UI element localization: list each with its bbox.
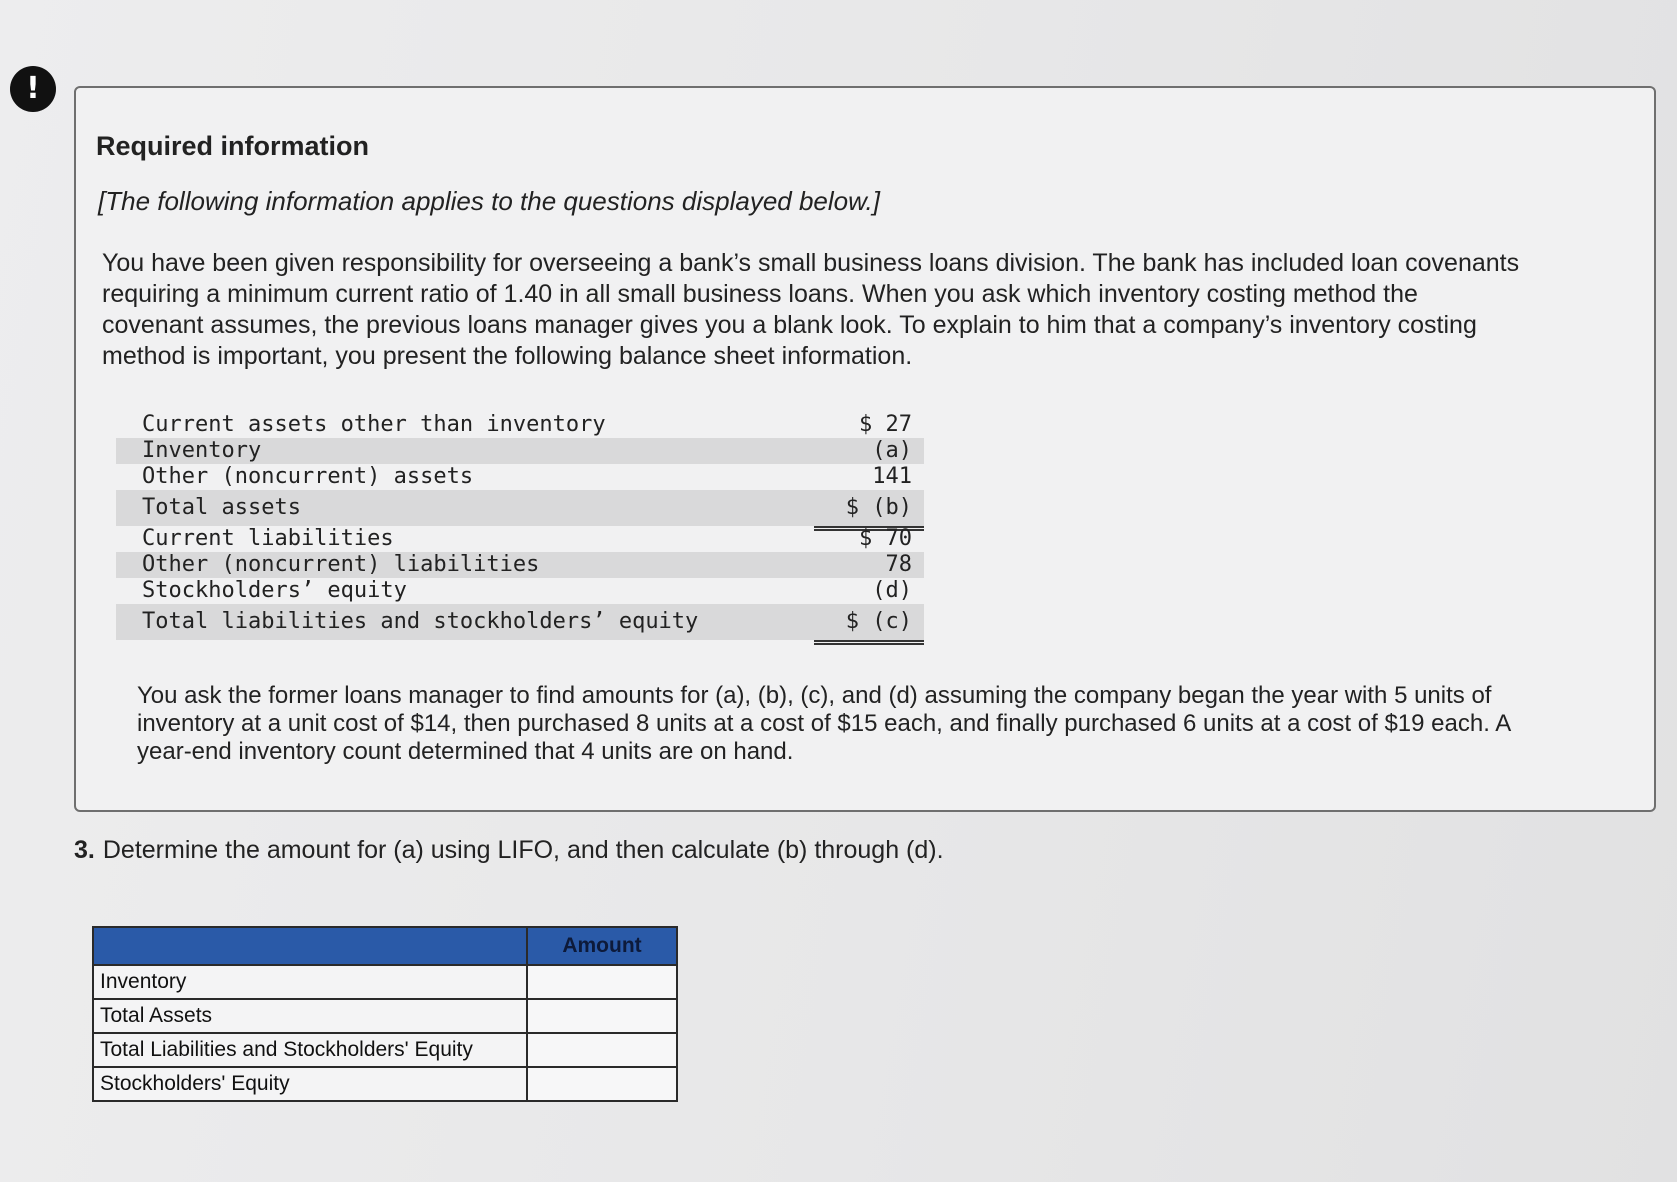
table-row xyxy=(93,965,677,999)
task-text: Determine the amount for (a) using LIFO, and then calculate (b) through (d). xyxy=(102,836,944,864)
balance-row-label: Current assets other than inventory xyxy=(142,412,606,437)
balance-row xyxy=(116,578,924,604)
panel-heading: Required information xyxy=(96,131,370,161)
table-row xyxy=(93,999,677,1033)
task-number: 3. xyxy=(74,836,95,864)
balance-row-value: 141 xyxy=(814,464,924,492)
balance-row-label: Total assets xyxy=(142,495,301,520)
table-row xyxy=(93,1033,677,1067)
balance-row-value: (d) xyxy=(814,578,924,606)
answer-table xyxy=(92,926,678,1102)
balance-row xyxy=(116,438,924,464)
task-prompt xyxy=(74,836,944,865)
answer-table-amount-header: Amount xyxy=(527,927,677,965)
balance-row-label: Other (noncurrent) liabilities xyxy=(142,552,540,577)
total-assets-amount-input[interactable] xyxy=(527,999,677,1033)
balance-row-value: $ 27 xyxy=(859,412,912,437)
balance-sheet xyxy=(116,412,924,640)
stockholders-equity-amount-input[interactable] xyxy=(527,1067,677,1101)
balance-row-label: Total liabilities and stockholders’ equity xyxy=(142,609,699,634)
balance-row-label: Other (noncurrent) assets xyxy=(142,464,474,489)
question-context: You ask the former loans manager to find amounts for (a), (b), (c), and (d) assuming the company began the year with 5 units of inventory at a unit cost of $14, then purchased 8 units at a cost of $15 each, and finally purchased 6 units at a cost of $19 each. A year-end inventory count determined that 4 units are on hand. xyxy=(137,682,1510,765)
balance-total-row xyxy=(116,490,924,526)
answer-row-label: Total Liabilities and Stockholders' Equity xyxy=(93,1033,527,1067)
balance-row xyxy=(116,526,924,552)
answer-table-blank-header xyxy=(93,927,527,965)
panel-intro: [The following information applies to the questions displayed below.] xyxy=(98,186,880,216)
balance-row-label: Current liabilities xyxy=(142,526,394,551)
answer-row-label: Total Assets xyxy=(93,999,527,1033)
balance-row-value: $ (c) xyxy=(814,604,924,645)
balance-row-label: Inventory xyxy=(142,438,262,463)
alert-icon: ! xyxy=(10,66,56,112)
balance-row-value: $ (b) xyxy=(814,490,924,531)
answer-row-label: Stockholders' Equity xyxy=(93,1067,527,1101)
answer-row-label: Inventory xyxy=(93,965,527,999)
inventory-amount-input[interactable] xyxy=(527,965,677,999)
balance-row xyxy=(116,464,924,490)
balance-row-value: 78 xyxy=(885,552,912,577)
balance-total-row xyxy=(116,604,924,640)
total-liabilities-equity-amount-input[interactable] xyxy=(527,1033,677,1067)
balance-row-value: $ 70 xyxy=(859,526,912,551)
scenario-text: You have been given responsibility for overseeing a bank’s small business loans division. The bank has included loan covenants requiring a minimum current ratio of 1.40 in all small business loans. When you ask which inventory costing method the covenant assumes, the previous loans manager gives you a blank look. To explain to him that a company’s inventory costing method is important, you present the following balance sheet information. xyxy=(102,249,1520,370)
balance-row xyxy=(116,552,924,578)
balance-row xyxy=(116,412,924,438)
balance-row-value: (a) xyxy=(872,438,912,463)
balance-row-label: Stockholders’ equity xyxy=(142,578,407,603)
table-row xyxy=(93,1067,677,1101)
